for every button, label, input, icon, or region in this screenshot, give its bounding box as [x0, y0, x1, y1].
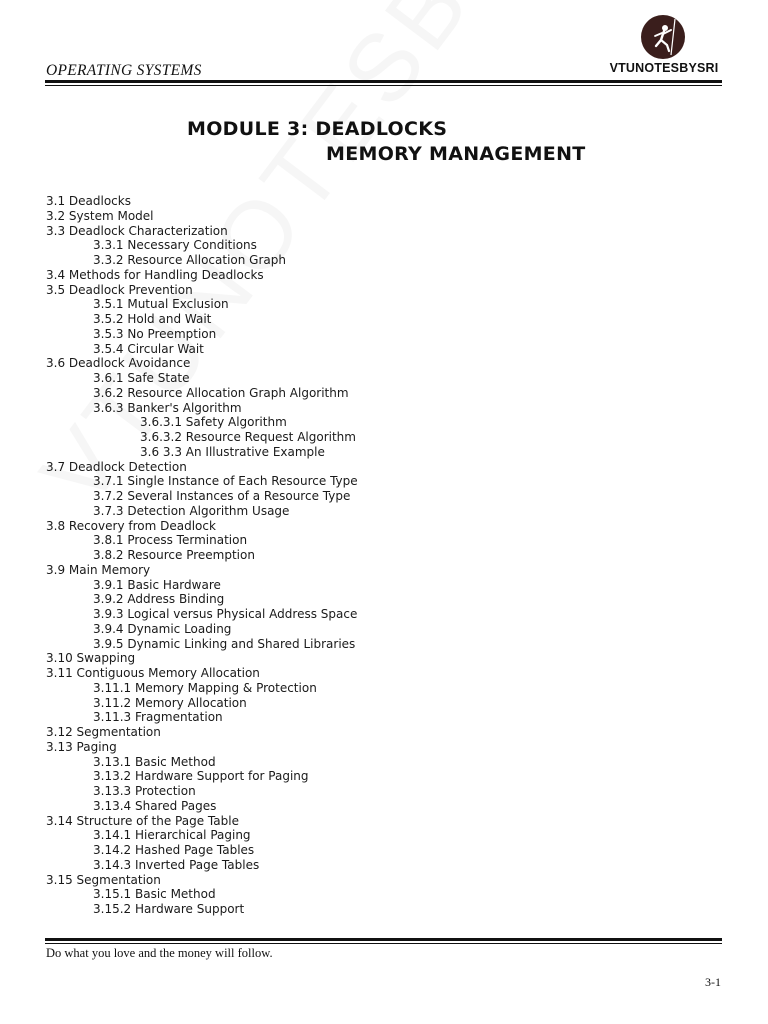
module-title-line1: MODULE 3: DEADLOCKS [187, 118, 448, 140]
toc-entry: 3.13.2 Hardware Support for Paging [93, 769, 309, 784]
module-title [187, 117, 586, 167]
page-number: 3-1 [705, 975, 721, 989]
toc-entry: 3.6 Deadlock Avoidance [46, 356, 191, 371]
climber-logo-icon [641, 15, 685, 59]
toc-entry: 3.6.3.1 Safety Algorithm [140, 415, 287, 430]
toc-entry: 3.5.3 No Preemption [93, 326, 217, 341]
toc-entry: 3.11.3 Fragmentation [93, 710, 223, 725]
toc-entry: 3.6.1 Safe State [93, 371, 190, 385]
toc-entry: 3.14.1 Hierarchical Paging [93, 828, 251, 843]
toc-entry: 3.8.2 Resource Preemption [93, 548, 255, 562]
toc-entry: 3.5.2 Hold and Wait [93, 312, 212, 326]
toc-entry: 3.9.5 Dynamic Linking and Shared Libraries [93, 636, 356, 651]
toc-entry: 3.1 Deadlocks [46, 194, 131, 208]
toc-entry: 3.15 Segmentation [46, 872, 161, 887]
toc-entry: 3.14.2 Hashed Page Tables [93, 843, 255, 857]
toc-entry: 3.9.1 Basic Hardware [93, 577, 221, 592]
toc-entry: 3.11 Contiguous Memory Allocation [46, 666, 260, 680]
toc-entry: 3.3.2 Resource Allocation Graph [93, 253, 286, 267]
footer-rule-thin [45, 943, 722, 944]
toc-entry: 3.5.1 Mutual Exclusion [93, 297, 229, 312]
toc-entry: 3.9.2 Address Binding [93, 592, 225, 607]
header-rule-thin [45, 85, 722, 86]
footer-rule [45, 938, 722, 941]
toc-entry: 3.9 Main Memory [46, 562, 151, 577]
toc-entry: 3.6.3 Banker's Algorithm [93, 400, 242, 415]
toc-entry: 3.3 Deadlock Characterization [46, 223, 228, 238]
toc-entry: 3.13.4 Shared Pages [93, 798, 217, 813]
toc-entry: 3.11.2 Memory Allocation [93, 695, 247, 710]
toc-entry: 3.11.1 Memory Mapping & Protection [93, 680, 317, 695]
toc-entry: 3.15.1 Basic Method [93, 887, 216, 902]
header-title: OPERATING SYSTEMS [46, 62, 202, 79]
toc-entry: 3.9.4 Dynamic Loading [93, 621, 232, 636]
toc-entry: 3.7.3 Detection Algorithm Usage [93, 503, 290, 518]
toc-entry: 3.14.3 Inverted Page Tables [93, 857, 260, 872]
toc-entry: 3.14 Structure of the Page Table [46, 813, 239, 828]
toc-entry: 3.8.1 Process Termination [93, 533, 248, 548]
toc-entry: 3.6.2 Resource Allocation Graph Algorithm [93, 385, 349, 400]
toc-entry: 3.6.3.2 Resource Request Algorithm [140, 430, 356, 444]
footer-quote: Do what you love and the money will follow. [46, 946, 273, 960]
toc-entry: 3.4 Methods for Handling Deadlocks [46, 267, 264, 282]
module-title-line2: MEMORY MANAGEMENT [326, 143, 586, 165]
toc-entry: 3.5 Deadlock Prevention [46, 282, 193, 297]
toc-entry: 3.2 System Model [46, 208, 154, 223]
toc-entry: 3.7.2 Several Instances of a Resource Type [93, 489, 351, 503]
toc-entry: 3.3.1 Necessary Conditions [93, 238, 257, 253]
toc-entry: 3.13 Paging [46, 739, 117, 754]
toc-entry: 3.12 Segmentation [46, 725, 161, 739]
toc-entry: 3.7.1 Single Instance of Each Resource Type [93, 474, 358, 489]
toc-entry: 3.8 Recovery from Deadlock [46, 518, 216, 533]
logo-text: VTUNOTESBYSRI [609, 61, 719, 75]
toc-entry: 3.15.2 Hardware Support [93, 902, 245, 916]
toc-entry: 3.5.4 Circular Wait [93, 341, 204, 356]
toc-entry: 3.13.1 Basic Method [93, 754, 216, 769]
toc-entry: 3.9.3 Logical versus Physical Address Space [93, 607, 358, 621]
table-of-contents [46, 194, 358, 917]
toc-entry: 3.10 Swapping [46, 651, 136, 666]
toc-entry: 3.6 3.3 An Illustrative Example [140, 444, 325, 459]
toc-entry: 3.7 Deadlock Detection [46, 459, 187, 474]
toc-entry: 3.13.3 Protection [93, 784, 196, 798]
header-rule [45, 80, 722, 83]
